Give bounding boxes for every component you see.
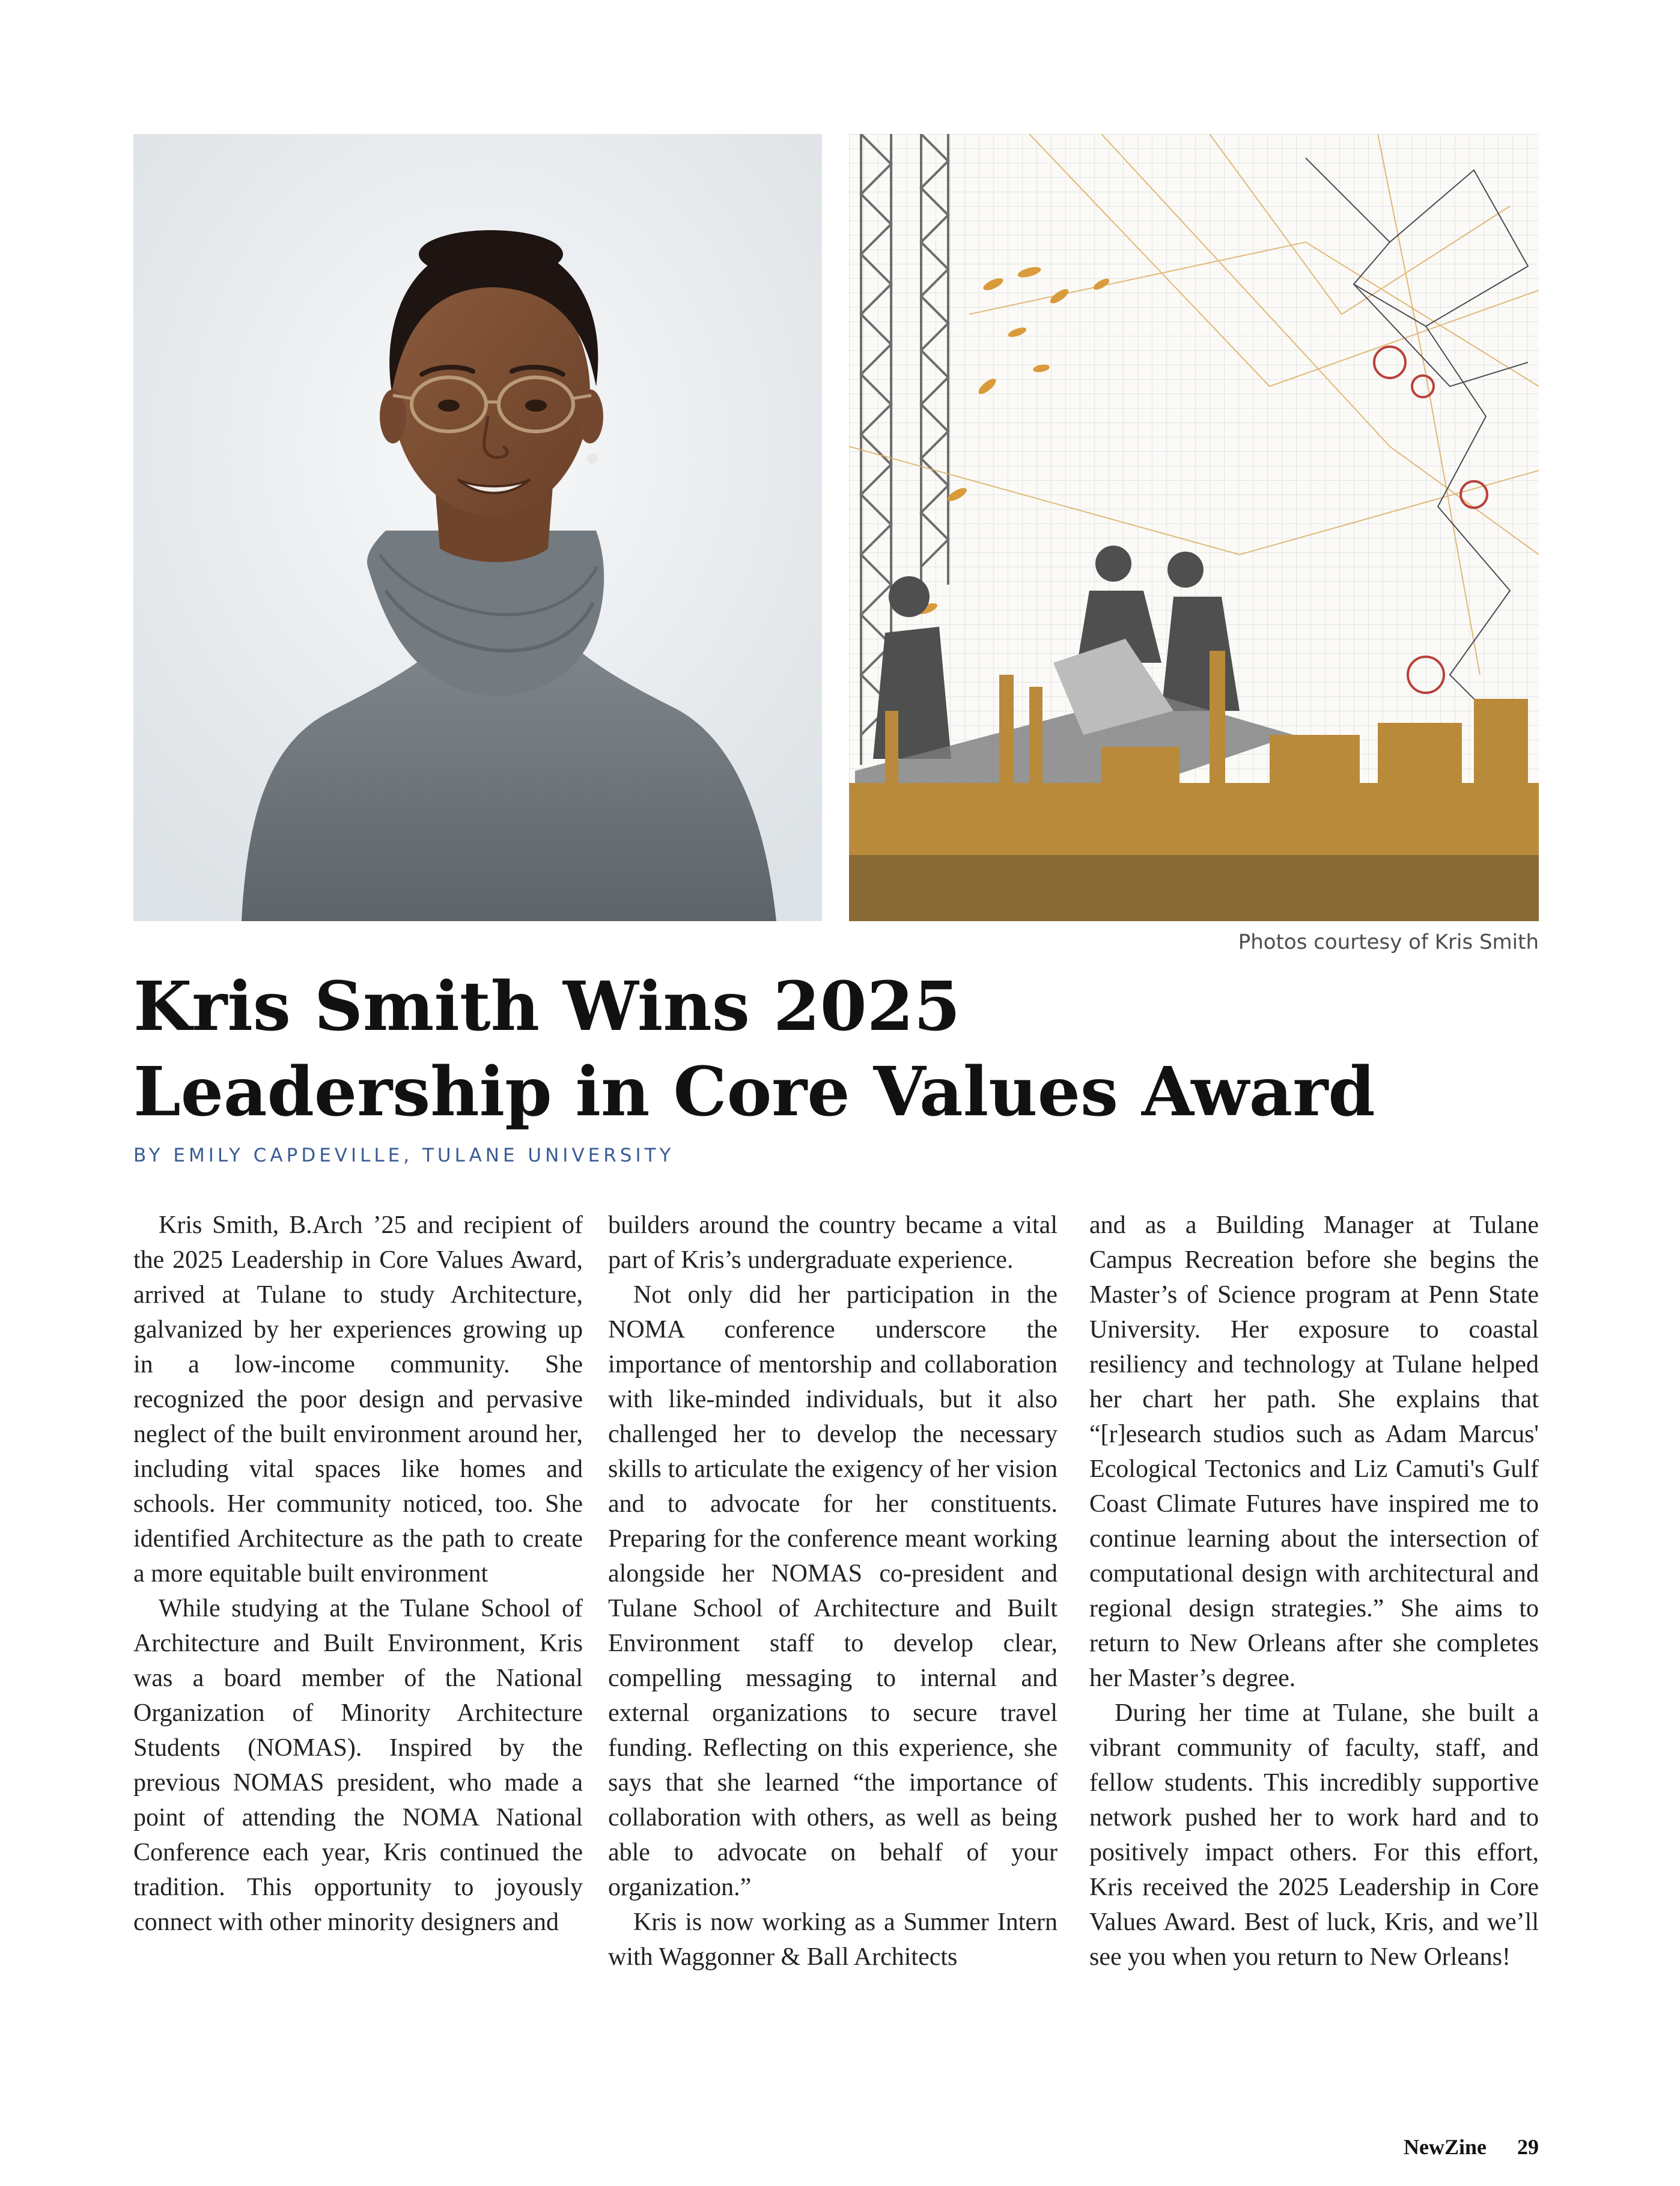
portrait-illustration	[133, 134, 822, 921]
collage-artwork	[849, 134, 1539, 921]
paragraph: Kris is now working as a Summer Intern with Waggonner & Ball Architects	[608, 1908, 1058, 1971]
article-headline	[133, 964, 1545, 1135]
headline-line-2: Leadership in Core Values Award	[133, 1053, 1375, 1131]
paragraph: During her time at Tulane, she built a vibrant community of faculty, staff, and fellow students. This incredibly supportive network pushed her to work hard and to positively impact others. For this effort, Kris received the 2025 Leadership in Core Values Award. Best of luck, Kris, and we’ll see you when you return to New Orleans!	[1089, 1699, 1539, 1971]
page-footer	[1404, 2134, 1539, 2160]
paragraph: Not only did her participation in the NOMA conference underscore the importance of mentorship and collaboration with like-minded individuals, but it also challenged her to develop the necessary skills to articulate the exigency of her vision and to advocate for her constituents. Preparing for the conference meant working alongside her NOMAS co-president and Tulane School of Architecture and Built Environment staff to develop clear, compelling messaging to internal and external organizations to secure travel funding. Reflecting on this experience, she says that she learned “the importance of collaboration with others, as well as being able to advocate on behalf of your organization.”	[608, 1281, 1058, 1901]
paragraph: and as a Building Manager at Tulane Campus Recreation before she begins the Master’s of Science program at Penn State University. Her exposure to coastal resiliency and technology at Tulane helped her chart her path. She explains that “[r]esearch studios such as Adam Marcus' Ecological Tectonics and Liz Camuti's Gulf Coast Climate Futures have inspired me to continue learning about the intersection of computational design with architectural and regional design strategies.” She aims to return to New Orleans after she completes her Master’s degree.	[1089, 1211, 1539, 1692]
photo-caption: Photos courtesy of Kris Smith	[1238, 930, 1539, 954]
headline-line-1: Kris Smith Wins 2025	[133, 967, 961, 1046]
article-column-2	[608, 1208, 1058, 1974]
publication-name: NewZine	[1404, 2135, 1487, 2159]
page-number: 29	[1517, 2135, 1539, 2159]
portrait-photo	[133, 134, 822, 921]
paragraph: builders around the country became a vital part of Kris’s undergraduate experience.	[608, 1211, 1058, 1274]
collage-illustration	[849, 134, 1539, 921]
paragraph: While studying at the Tulane School of Architecture and Built Environment, Kris was a board member of the National Organization of Minority Architecture Students (NOMAS). Inspired by the previous NOMAS president, who made a point of attending the NOMA National Conference each year, Kris continued the tradition. This opportunity to joyously connect with other minority designers and	[133, 1595, 583, 1936]
byline: BY EMILY CAPDEVILLE, TULANE UNIVERSITY	[133, 1145, 675, 1166]
article-column-3	[1089, 1208, 1539, 1974]
article-column-1	[133, 1208, 583, 1940]
paragraph: Kris Smith, B.Arch ’25 and recipient of the 2025 Leadership in Core Values Award, arrived at Tulane to study Architecture, galvanized by her experiences growing up in a low-income community. She recognized the poor design and pervasive neglect of the built environment around her, including vital spaces like homes and schools. Her community noticed, too. She identified Architecture as the path to create a more equitable built environment	[133, 1211, 583, 1588]
